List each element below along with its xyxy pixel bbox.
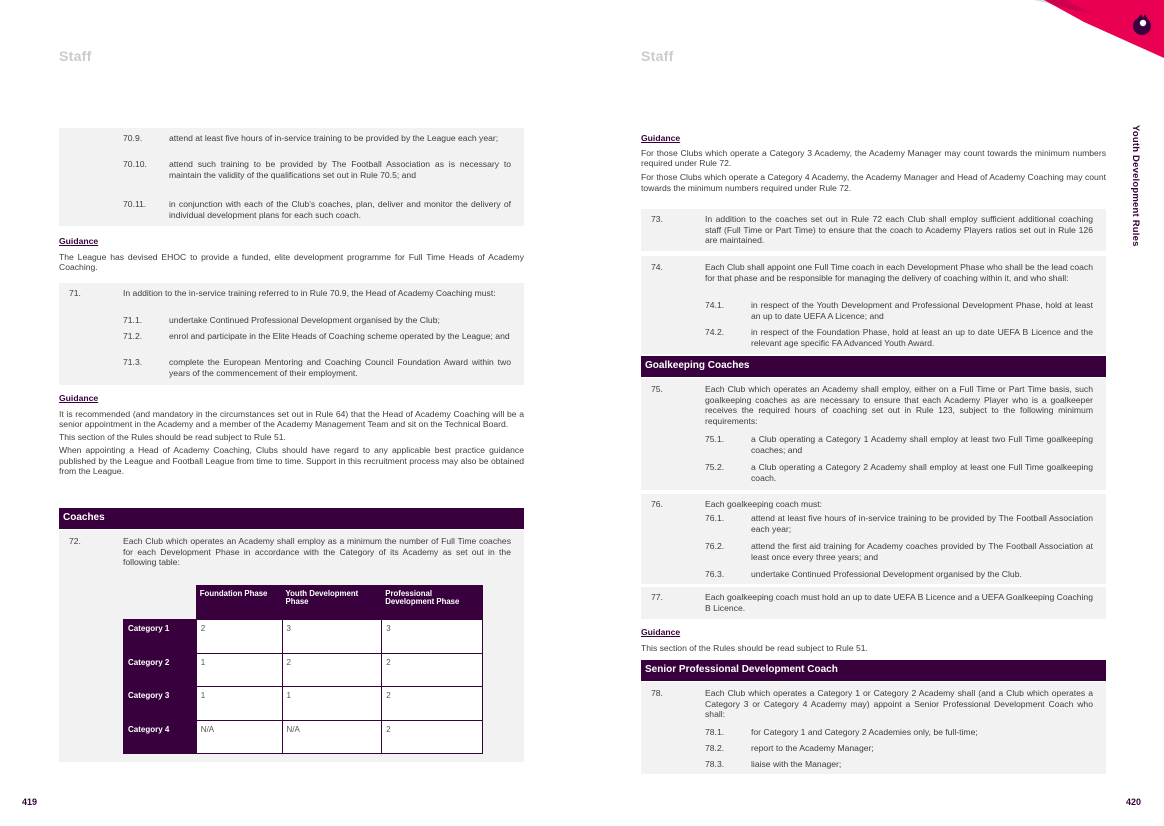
- coaches-category-table: [123, 585, 483, 754]
- table-cell: 2: [382, 721, 483, 754]
- rule-70-continuation-block: [59, 128, 524, 226]
- guidance-block-1: [59, 236, 524, 273]
- table-cell: 1: [282, 687, 382, 721]
- list-item: 78.2. report to the Academy Manager;: [705, 743, 874, 753]
- corner-banner: [1024, 0, 1164, 60]
- guidance-block-2: [59, 393, 524, 477]
- rule-73-block: [641, 209, 1106, 251]
- row-header: Category 2: [124, 654, 197, 687]
- table-row: [124, 687, 483, 721]
- column-header: Professional Development Phase: [382, 586, 483, 620]
- list-item: 74.1. in respect of the Youth Development and Professional Development Phase, hold at least an up to date UEFA A Licence; and: [705, 300, 1093, 321]
- rule-72: 72. Each Club which operates an Academy shall employ as a minimum the number of Full Time coaches for each Development Phase in accordance with the Category of its Academy as set out in the following table:: [69, 536, 511, 568]
- guidance-text: The League has devised EHOC to provide a funded, elite development programme for Full Time Heads of Academy Coaching.: [59, 251, 524, 273]
- table-cell: 2: [196, 620, 282, 654]
- column-header: Youth Development Phase: [282, 586, 382, 620]
- row-header: Category 4: [124, 721, 197, 754]
- guidance-title: Guidance: [641, 133, 681, 143]
- list-item: 76.1. attend at least five hours of in-service training to be provided by The Football Association each year;: [705, 513, 1093, 534]
- guidance-paragraph: It is recommended (and mandatory in the circumstances set out in Rule 64) that the Head of Academy Coaching will be a senior appointment in the Academy and a member of the Academy Management Team and sit on the Technical Board.: [59, 408, 524, 430]
- list-item: 70.9. attend at least five hours of in-service training to be provided by the League each year;: [123, 133, 499, 143]
- table-cell: 3: [282, 620, 382, 654]
- list-item: 70.11. in conjunction with each of the Club’s coaches, plan, deliver and monitor the delivery of individual development plans for each such coach.: [123, 199, 511, 220]
- rule-72-block: [59, 530, 524, 762]
- list-item: 71.3. complete the European Mentoring and Coaching Council Foundation Award within two years of the commencement of their employment.: [123, 357, 511, 378]
- rule-76: 76. Each goalkeeping coach must:: [651, 499, 823, 509]
- table-cell: 2: [282, 654, 382, 687]
- rule-75: 75. Each Club which operates an Academy shall employ, either on a Full Time or Part Time basis, such goalkeeping coaches as are necessary to ensure that each Academy Player who is a goalkeeper receives the required hours of coaching set out in Rule 123, subject to the following minimum requirements:: [651, 384, 1093, 427]
- column-header: Foundation Phase: [196, 586, 282, 620]
- list-item: 76.2. attend the first aid training for Academy coaches provided by The Football Association at least once every three years; and: [705, 541, 1093, 562]
- table-cell: 3: [382, 620, 483, 654]
- table-row: [124, 620, 483, 654]
- list-item: 78.1. for Category 1 and Category 2 Academies only, be full-time;: [705, 727, 978, 737]
- left-page-header: Staff: [59, 48, 92, 64]
- list-item: 75.1. a Club operating a Category 1 Academy shall employ at least two Full Time goalkeeping coaches; and: [705, 434, 1093, 455]
- table-row: [124, 654, 483, 687]
- list-item: 71.1. undertake Continued Professional Development organised by the Club;: [123, 315, 440, 325]
- list-item: 75.2. a Club operating a Category 2 Academy shall employ at least one Full Time goalkeeping coach.: [705, 462, 1093, 483]
- rule-74-block: [641, 256, 1106, 354]
- rule-77: 77. Each goalkeeping coach must hold an up to date UEFA B Licence and a UEFA Goalkeeping Coaching B Licence.: [651, 592, 1093, 613]
- section-heading-goalkeeping-coaches: Goalkeeping Coaches: [641, 356, 1106, 377]
- guidance-block-right-2: [641, 627, 1106, 653]
- row-header: Category 1: [124, 620, 197, 654]
- list-item: 74.2. in respect of the Foundation Phase, hold at least an up to date UEFA B Licence and the relevant age specific FA Advanced Youth Award.: [705, 327, 1093, 348]
- list-item: 78.3. liaise with the Manager;: [705, 759, 842, 769]
- rule-71-block: [59, 283, 524, 385]
- rule-75-block: [641, 378, 1106, 490]
- rule-78-block: [641, 682, 1106, 774]
- table-cell: N/A: [196, 721, 282, 754]
- guidance-text: This section of the Rules should be read subject to Rule 51.: [641, 642, 868, 653]
- guidance-title: Guidance: [59, 236, 99, 246]
- guidance-paragraph: For those Clubs which operate a Category 4 Academy, the Academy Manager and Head of Academy Coaching may count towards the minimum numbers required under Rule 72.: [641, 172, 1106, 193]
- section-heading-senior-professional-development-coach: Senior Professional Development Coach: [641, 660, 1106, 681]
- guidance-paragraph: For those Clubs which operate a Category 3 Academy, the Academy Manager may count towards the minimum numbers required under Rule 72.: [641, 147, 1106, 169]
- guidance-title: Guidance: [641, 627, 681, 637]
- table-cell: 1: [196, 654, 282, 687]
- guidance-block-right-1: [641, 133, 1106, 194]
- right-page-number: 420: [1126, 797, 1142, 807]
- list-item: 71.2. enrol and participate in the Elite Heads of Coaching scheme operated by the League; and: [123, 331, 510, 341]
- left-page-number: 419: [22, 797, 38, 807]
- table-row: [124, 721, 483, 754]
- row-header: Category 3: [124, 687, 197, 721]
- rule-74: 74. Each Club shall appoint one Full Time coach in each Development Phase who shall be the lead coach for that phase and be responsible for managing the delivery of coaching within it, and who shall:: [651, 262, 1093, 283]
- list-item: 76.3. undertake Continued Professional Development organised by the Club.: [705, 569, 1022, 579]
- guidance-paragraph: When appointing a Head of Academy Coaching, Clubs should have regard to any applicable best practice guidance published by the League and Football League from time to time. Support in this recruitment process may also be obtained from the League.: [59, 444, 524, 477]
- rule-71: 71. In addition to the in-service training referred to in Rule 70.9, the Head of Academy Coaching must:: [69, 288, 496, 298]
- right-page-header: Staff: [641, 48, 674, 64]
- rule-77-block: [641, 587, 1106, 619]
- rule-78: 78. Each Club which operates a Category 1 or Category 2 Academy shall (and a Club which operates a Category 3 or Category 4 Academy may) appoint a Senior Professional Development Coach who shall:: [651, 688, 1093, 720]
- guidance-paragraph: This section of the Rules should be read subject to Rule 51.: [59, 432, 286, 443]
- list-item: 70.10. attend such training to be provided by The Football Association as is necessary to maintain the validity of the qualifications set out in Rule 70.5; and: [123, 159, 511, 180]
- table-cell: 1: [196, 687, 282, 721]
- table-cell: N/A: [282, 721, 382, 754]
- rule-73: 73. In addition to the coaches set out in Rule 72 each Club shall employ sufficient additional coaching staff (Full Time or Part Time) to ensure that the coach to Academy Players ratios set out in Rule 126 are maintained.: [651, 214, 1093, 246]
- table-corner-blank: [124, 586, 197, 620]
- rule-76-block: [641, 494, 1106, 584]
- table-cell: 2: [382, 654, 483, 687]
- section-heading-coaches: Coaches: [59, 508, 524, 529]
- side-section-tab: Youth Development Rules: [1130, 125, 1141, 247]
- table-cell: 2: [382, 687, 483, 721]
- guidance-title: Guidance: [59, 393, 99, 403]
